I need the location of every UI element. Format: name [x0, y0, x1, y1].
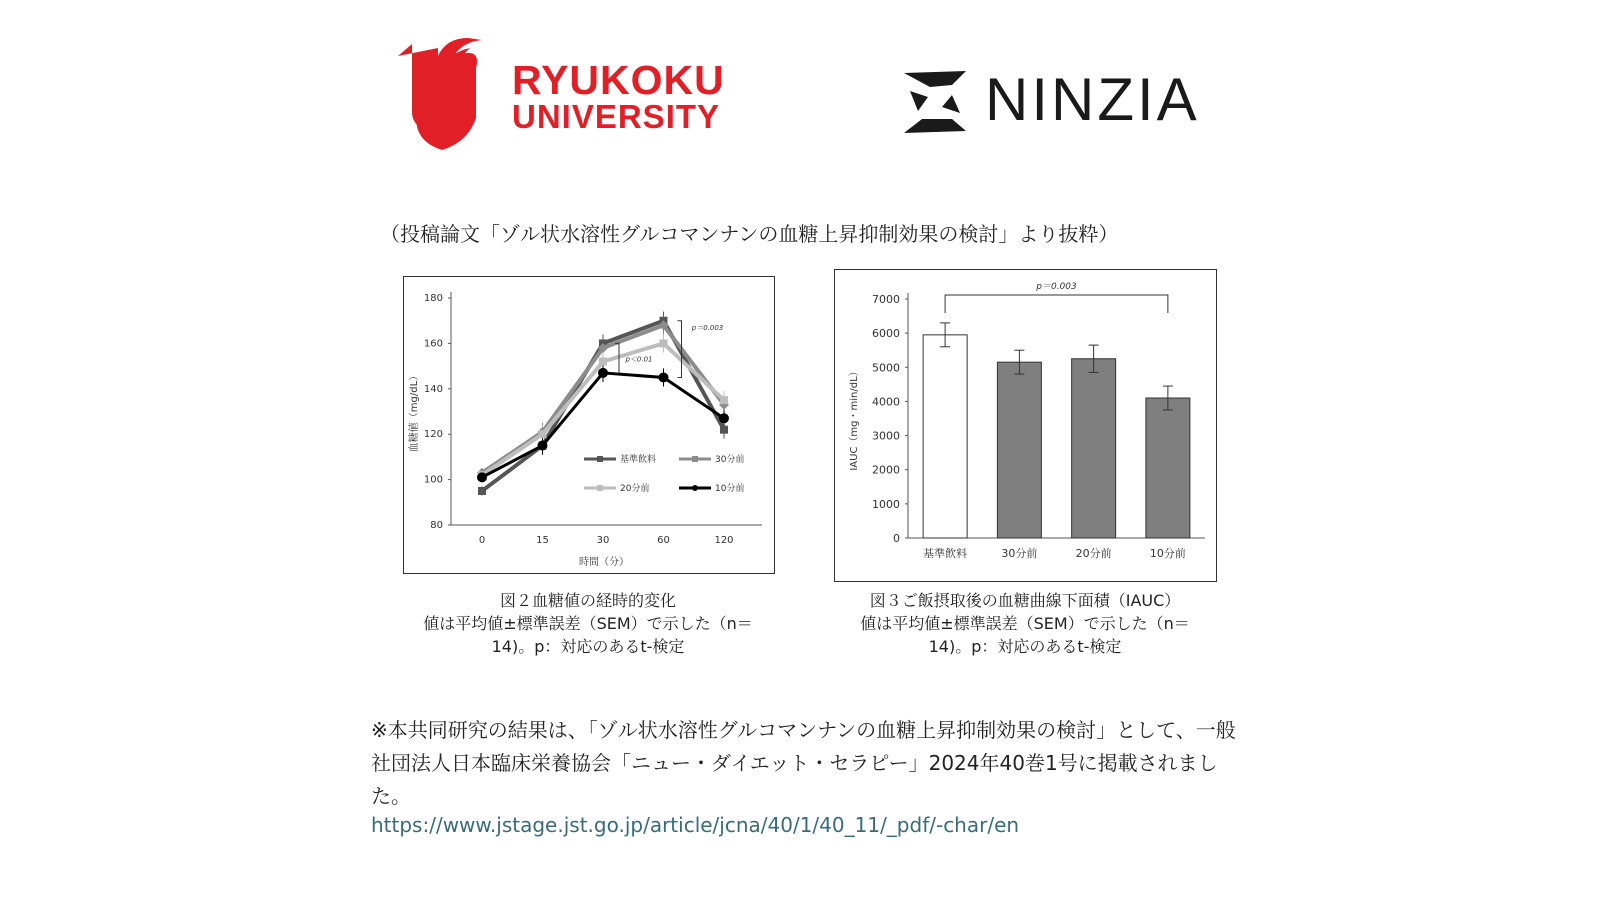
y-tick-label: 120 [423, 429, 443, 441]
legend-marker [692, 456, 698, 462]
bar [923, 335, 967, 538]
y-axis-label: 血糖値（mg/dL） [409, 370, 420, 453]
significance-bracket [945, 295, 1168, 313]
y-tick-label: 4000 [872, 395, 900, 409]
figure-2-caption-line: 14)。p：対応のあるt-検定 [491, 637, 685, 656]
y-tick-label: 2000 [872, 463, 900, 477]
figure-3-caption-line: 図３ご飯摂取後の血糖曲線下面積（IAUC） [869, 591, 1181, 610]
y-tick-label: 5000 [872, 361, 900, 375]
bar [997, 362, 1041, 538]
y-axis-label: IAUC（mg・min/dL） [849, 366, 860, 471]
significance-label: p＝0.003 [1036, 282, 1077, 292]
figure-3-caption-line: 値は平均値±標準誤差（SEM）で示した（n＝ [860, 614, 1190, 633]
significance-label: p＝0.003 [691, 323, 724, 332]
legend-label: 10分前 [715, 484, 745, 494]
figure-2-caption-line: 図２血糖値の経時的変化 [499, 591, 676, 610]
x-tick-label: 15 [536, 535, 549, 546]
data-point [720, 426, 728, 434]
ninzia-wordmark: NINZIA [985, 66, 1200, 133]
data-point [659, 372, 669, 382]
data-point [720, 396, 728, 404]
figure-2-caption [393, 589, 783, 658]
x-tick-label: 60 [657, 535, 670, 546]
bar [1072, 359, 1116, 538]
legend-marker [692, 485, 698, 491]
data-point [539, 430, 547, 438]
figure-3-caption-line: 14)。p：対応のあるt-検定 [928, 637, 1122, 656]
legend-marker [597, 485, 603, 491]
x-tick-label: 30 [596, 535, 610, 546]
bar [1146, 398, 1190, 538]
y-tick-label: 140 [423, 383, 443, 395]
x-tick-label: 30分前 [1001, 547, 1038, 560]
paper-link[interactable]: https://www.jstage.jst.go.jp/article/jcna/40/1/40_11/_pdf/-char/en [371, 813, 1020, 837]
x-tick-label: 0 [478, 535, 486, 546]
y-tick-label: 180 [423, 293, 443, 304]
y-tick-label: 1000 [872, 497, 900, 511]
data-point [477, 472, 487, 482]
data-point [598, 368, 608, 378]
y-tick-label: 3000 [872, 429, 900, 443]
data-point [478, 487, 486, 495]
ryukoku-emblem-icon [398, 38, 498, 153]
y-tick-label: 80 [430, 520, 443, 531]
ryukoku-wordmark-line1: RYUKOKU [512, 57, 725, 103]
data-point [599, 358, 607, 366]
significance-label: p＜0.01 [625, 355, 653, 364]
y-tick-label: 100 [423, 474, 443, 486]
x-axis-label: 時間（分） [579, 557, 629, 568]
figure-3-bar-chart [834, 269, 1217, 582]
publication-note: ※本共同研究の結果は、「ゾル状水溶性グルコマンナンの血糖上昇抑制効果の検討」として、一般社団法人日本臨床栄養協会「ニュー・ダイエット・セラピー」2024年40巻1号に掲載されました。 [371, 718, 1236, 808]
line-chart-svg [404, 277, 774, 573]
x-tick-label: 基準飲料 [923, 547, 968, 560]
figure-2-line-chart [403, 276, 775, 574]
bar-chart-svg [835, 270, 1216, 581]
legend-label: 基準飲料 [620, 455, 657, 465]
y-tick-label: 6000 [872, 327, 900, 341]
x-tick-label: 20分前 [1075, 547, 1112, 560]
figure-3-caption [826, 589, 1224, 658]
x-tick-label: 10分前 [1149, 547, 1186, 560]
ryukoku-wordmark-line2: UNIVERSITY [512, 98, 721, 135]
y-tick-label: 0 [893, 532, 900, 545]
legend-label: 20分前 [620, 484, 650, 494]
y-tick-label: 160 [423, 338, 443, 350]
data-point [538, 441, 548, 451]
x-tick-label: 120 [714, 535, 734, 546]
y-tick-label: 7000 [872, 293, 900, 306]
ninzia-emblem-icon [900, 67, 970, 137]
data-point [719, 413, 729, 423]
source-note: （投稿論文「ゾル状水溶性グルコマンナンの血糖上昇抑制効果の検討」より抜粋） [380, 222, 1119, 246]
legend-label: 30分前 [715, 455, 745, 465]
data-point [660, 339, 668, 347]
figure-2-caption-line: 値は平均値±標準誤差（SEM）で示した（n＝ [423, 614, 753, 633]
legend-marker [597, 456, 603, 462]
